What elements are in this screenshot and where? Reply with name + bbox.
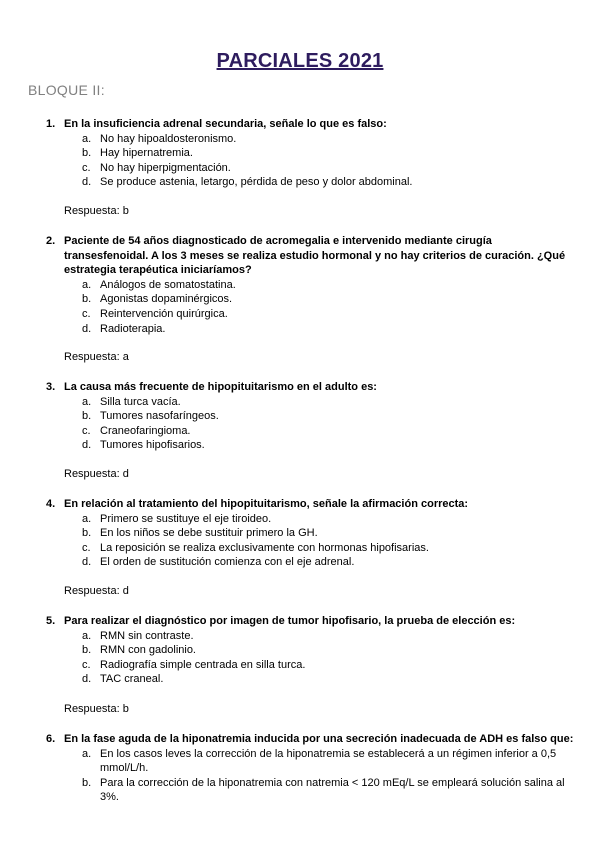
question-1 (46, 117, 574, 190)
question-number: 1. (46, 118, 56, 130)
answer-3: Respuesta: d (64, 468, 129, 480)
answer-4: Respuesta: d (64, 585, 129, 597)
option-item: a. Primero se sustituye el eje tiroideo. (82, 512, 272, 525)
option-item: b. Hay hipernatremia. (82, 147, 193, 160)
question-number: 4. (46, 498, 56, 510)
question-stem: 4. En relación al tratamiento del hipopituitarismo, señale la afirmación correcta: (46, 498, 469, 510)
option-item: b. Tumores nasofaríngeos. (82, 410, 219, 423)
option-list (46, 132, 574, 190)
question-6 (46, 732, 574, 805)
question-number: 6. (46, 733, 56, 745)
question-number: 2. (46, 235, 56, 247)
option-item: c. Radiografía simple centrada en silla turca. (82, 658, 306, 671)
option-list (46, 629, 574, 687)
option-item: c. La reposición se realiza exclusivamente con hormonas hipofisarias. (82, 541, 429, 554)
question-5 (46, 614, 574, 687)
option-item: d. El orden de sustitución comienza con el eje adrenal. (82, 556, 355, 569)
option-item: d. Radioterapia. (82, 322, 166, 335)
question-number: 3. (46, 381, 56, 393)
option-item: b. RMN con gadolinio. (82, 644, 196, 657)
option-item: d. Tumores hipofisarios. (82, 439, 205, 452)
option-list (46, 747, 574, 805)
option-item: b. Agonistas dopaminérgicos. (82, 293, 233, 306)
question-stem: 3. La causa más frecuente de hipopituitarismo en el adulto es: (46, 381, 377, 393)
option-item: d. TAC craneal. (82, 673, 164, 686)
answer-1: Respuesta: b (64, 205, 129, 217)
question-stem: 6. En la fase aguda de la hiponatremia inducida por una secreción inadecuada de ADH es falso que: (46, 733, 574, 745)
question-stem: 2. Paciente de 54 años diagnosticado de acromegalia e intervenido mediante cirugía transesfenoidal. A los 3 meses se realiza estudio hormonal y no hay criterios de curación. ¿Qué estrategia terapéutica iniciaríamos? (46, 235, 566, 277)
option-item: d. Se produce astenia, letargo, pérdida de peso y dolor abdominal. (82, 176, 413, 189)
question-3 (46, 380, 574, 453)
answer-5: Respuesta: b (64, 703, 129, 715)
option-item: b. Para la corrección de la hiponatremia con natremia < 120 mEq/L se empleará solución salina al 3%. (82, 776, 565, 804)
question-number: 5. (46, 615, 56, 627)
document-title: PARCIALES 2021 (216, 50, 384, 72)
option-item: a. Silla turca vacía. (82, 395, 181, 408)
option-list (46, 512, 574, 570)
answer-2: Respuesta: a (64, 351, 129, 363)
option-item: c. Reintervención quirúrgica. (82, 307, 228, 320)
block-heading: BLOQUE II: (28, 82, 105, 98)
question-2 (46, 234, 574, 336)
question-stem: 5. Para realizar el diagnóstico por imagen de tumor hipofisario, la prueba de elección es: (46, 615, 516, 627)
option-item: a. En los casos leves la corrección de la hiponatremia se establecerá a un régimen inferior a 0,5 mmol/L/h. (82, 747, 557, 775)
option-item: c. No hay hiperpigmentación. (82, 161, 231, 174)
option-item: b. En los niños se debe sustituir primero la GH. (82, 527, 318, 540)
option-list (46, 395, 574, 453)
question-stem: 1. En la insuficiencia adrenal secundaria, señale lo que es falso: (46, 118, 387, 130)
option-item: a. RMN sin contraste. (82, 629, 194, 642)
question-4 (46, 497, 574, 570)
option-item: a. Análogos de somatostatina. (82, 278, 236, 291)
option-item: c. Craneofaringioma. (82, 424, 191, 437)
option-item: a. No hay hipoaldosteronismo. (82, 132, 237, 145)
option-list (46, 278, 574, 336)
